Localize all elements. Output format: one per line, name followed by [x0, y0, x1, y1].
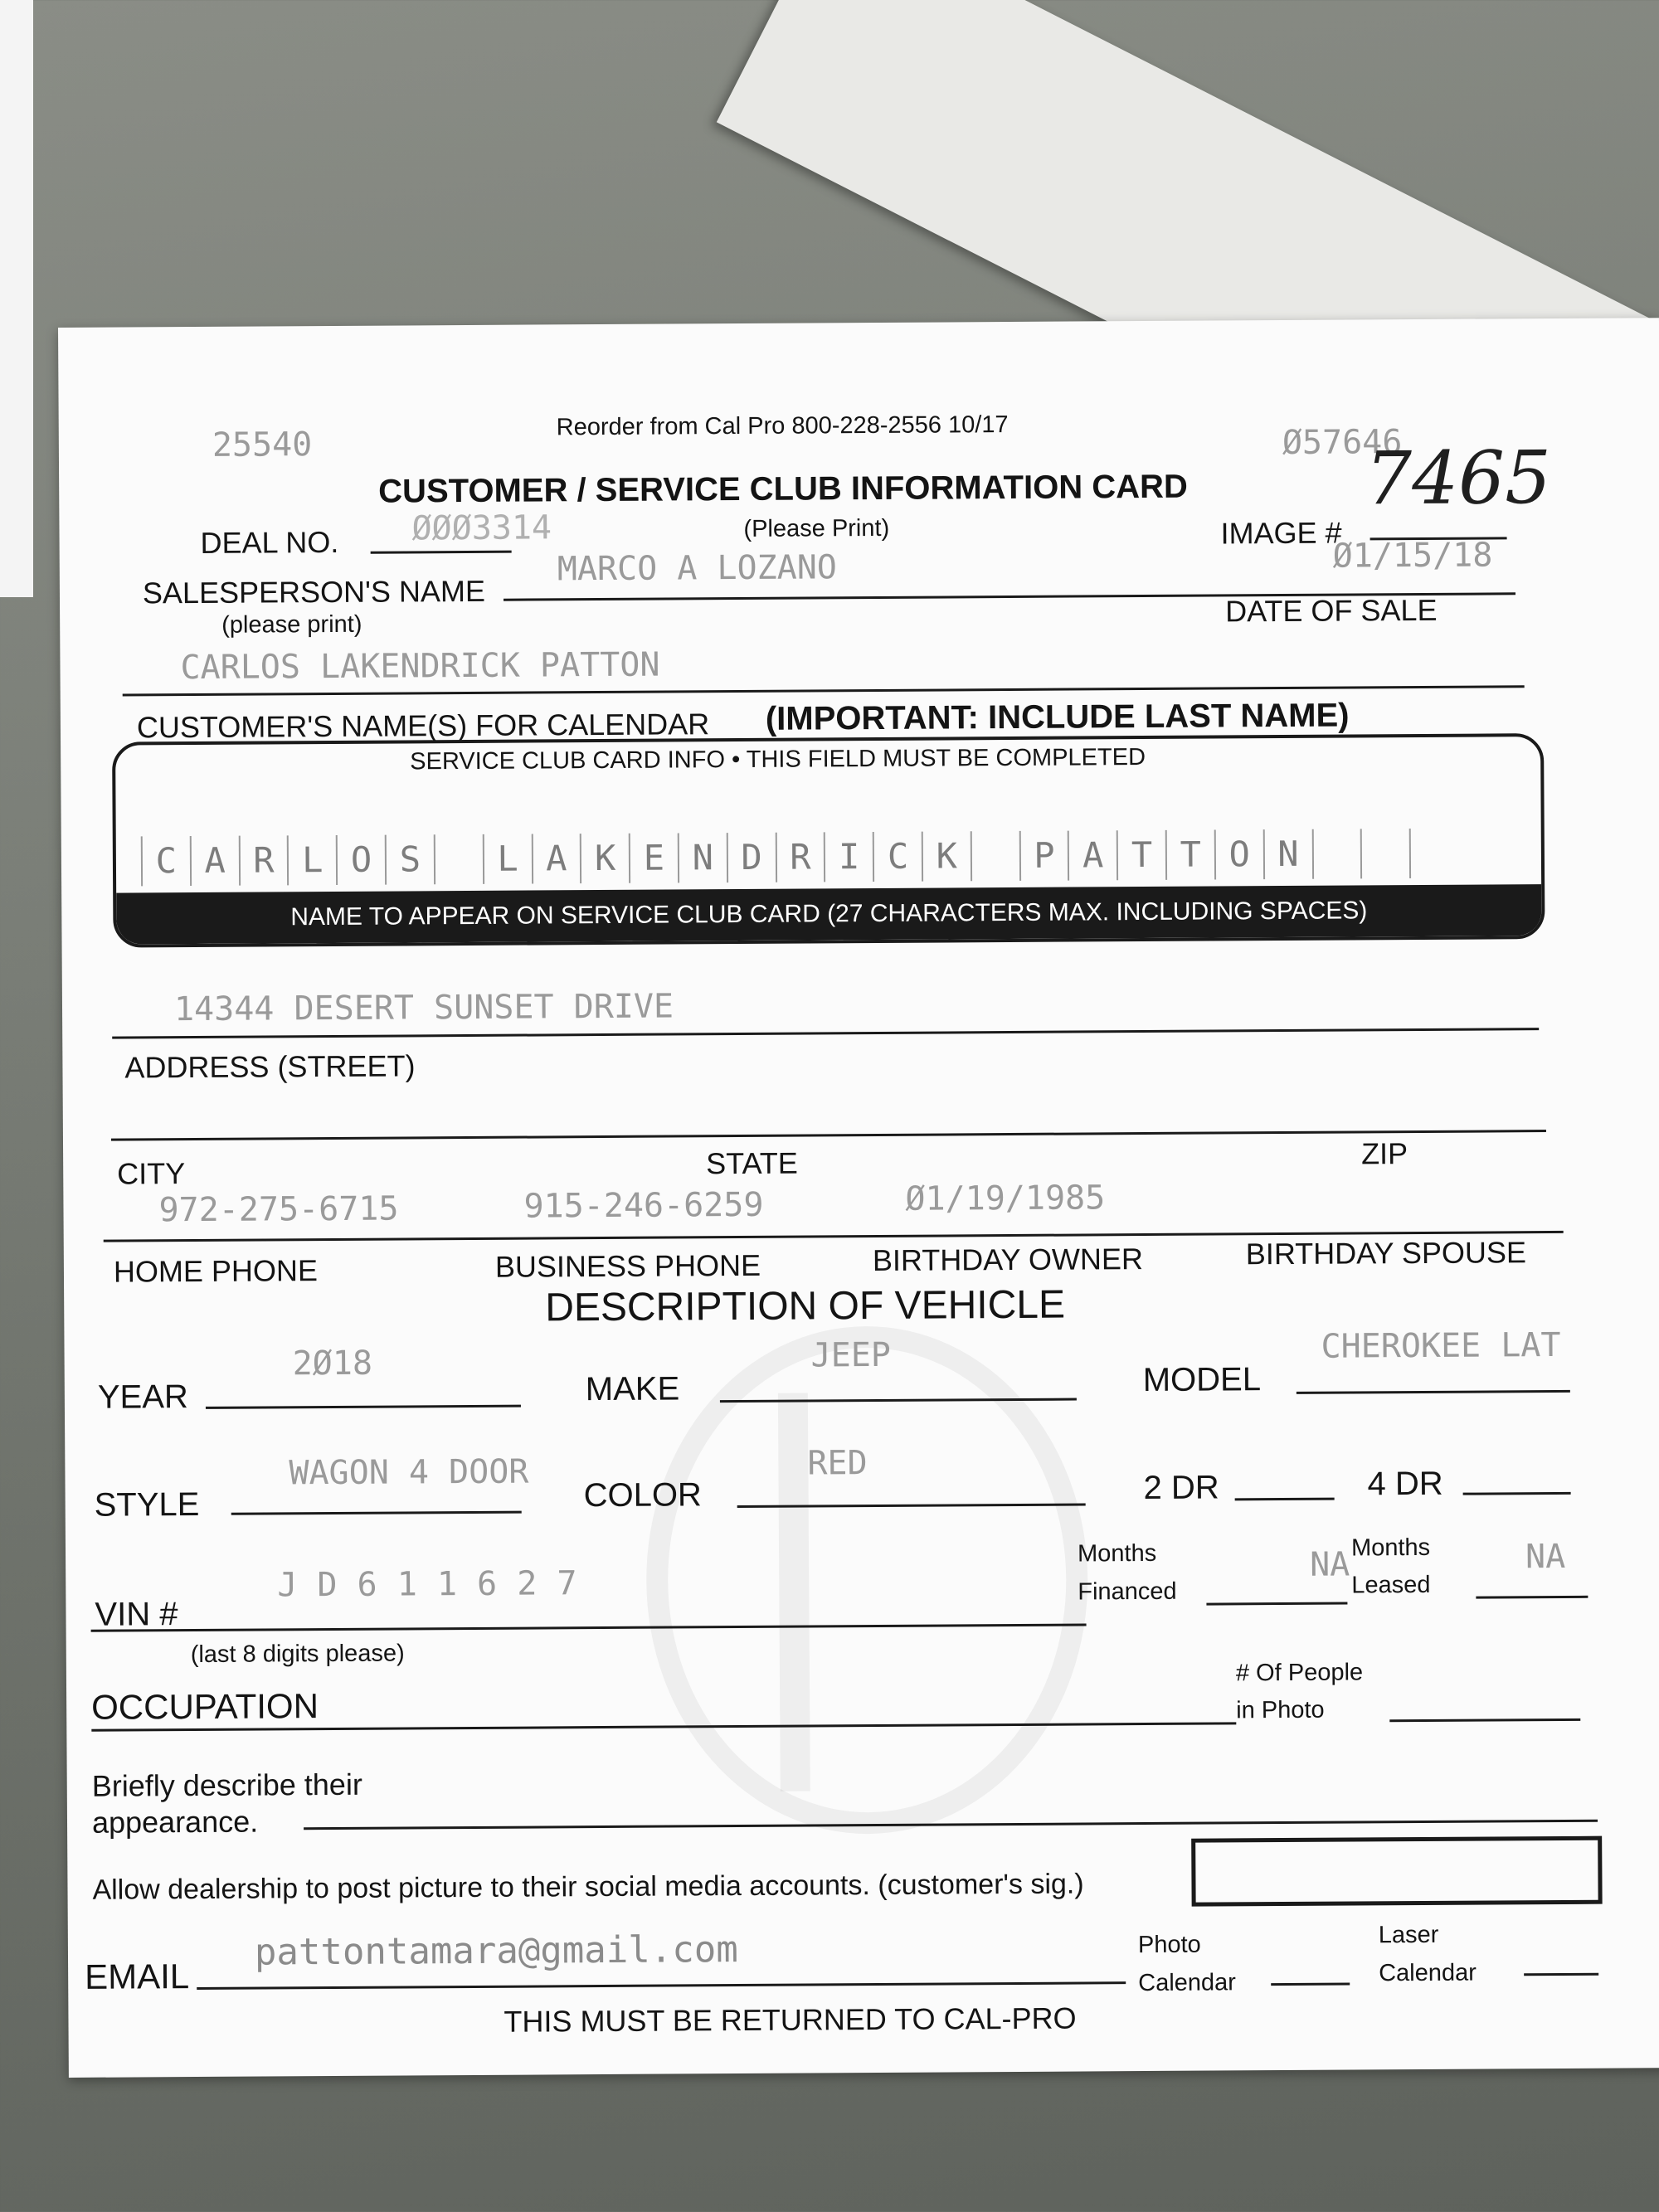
service-club-char-cell[interactable]: [1360, 829, 1409, 878]
months-financed-value[interactable]: NA: [1310, 1545, 1350, 1584]
four-door-label: 4 DR: [1367, 1465, 1443, 1503]
birthday-owner-value[interactable]: Ø1/19/1985: [905, 1179, 1106, 1218]
state-label: STATE: [706, 1145, 798, 1181]
model-line: [1297, 1390, 1570, 1394]
laser-calendar-label-1: Laser: [1378, 1921, 1439, 1949]
information-card: [58, 318, 1659, 2078]
make-value[interactable]: JEEP: [810, 1335, 892, 1375]
customer-names-label: CUSTOMER'S NAME(S) FOR CALENDAR: [136, 707, 710, 745]
home-phone-label: HOME PHONE: [113, 1253, 319, 1289]
customer-signature-box[interactable]: [1191, 1836, 1602, 1907]
service-club-char-cell[interactable]: K: [922, 831, 971, 881]
model-label: MODEL: [1142, 1361, 1262, 1399]
service-club-char-cell[interactable]: D: [726, 833, 775, 882]
image-no-label: IMAGE #: [1220, 515, 1342, 551]
service-club-char-cell[interactable]: [434, 834, 483, 884]
service-club-char-cell[interactable]: [1311, 829, 1360, 878]
business-phone-value[interactable]: 915-246-6259: [523, 1185, 764, 1226]
style-label: STYLE: [94, 1485, 200, 1524]
address-line: [112, 1028, 1539, 1039]
service-club-char-cell[interactable]: C: [873, 832, 922, 882]
service-club-char-cell[interactable]: R: [775, 832, 824, 882]
address-value[interactable]: 14344 DESERT SUNSET DRIVE: [173, 987, 674, 1029]
year-line: [206, 1405, 521, 1409]
service-club-char-cell[interactable]: T: [1117, 830, 1165, 880]
email-label: EMAIL: [85, 1957, 190, 1996]
laser-calendar-label-2: Calendar: [1379, 1959, 1477, 1987]
date-of-sale-label: DATE OF SALE: [1224, 592, 1438, 629]
vin-value[interactable]: J D 6 1 1 6 2 7: [277, 1564, 577, 1605]
service-club-char-cell[interactable]: L: [287, 835, 336, 885]
year-label: YEAR: [97, 1378, 188, 1416]
service-club-character-cells: [141, 829, 1458, 887]
service-club-char-cell[interactable]: A: [190, 836, 239, 886]
service-club-box: [112, 733, 1545, 948]
months-leased-value[interactable]: NA: [1525, 1537, 1566, 1577]
reorder-text: Reorder from Cal Pro 800-228-2556 10/17: [556, 411, 1009, 441]
service-club-char-cell[interactable]: C: [141, 836, 190, 886]
two-door-label: 2 DR: [1143, 1469, 1219, 1507]
months-leased-line: [1476, 1596, 1588, 1599]
service-club-char-cell[interactable]: O: [1214, 829, 1263, 879]
model-value[interactable]: CHEROKEE LAT: [1321, 1325, 1561, 1366]
customer-names-value[interactable]: CARLOS LAKENDRICK PATTON: [180, 645, 660, 688]
people-in-photo-label-1: # Of People: [1235, 1659, 1364, 1687]
four-door-line: [1463, 1492, 1571, 1495]
service-club-char-cell[interactable]: O: [336, 835, 385, 885]
email-line: [197, 1981, 1126, 1990]
handwritten-image-number: 7465: [1365, 435, 1552, 522]
calpro-watermark-bar: [778, 1393, 810, 1791]
social-media-label: Allow dealership to post picture to their social media accounts. (customer's sig.): [92, 1868, 1084, 1906]
photo-calendar-label-1: Photo: [1137, 1931, 1201, 1959]
people-in-photo-line: [1389, 1719, 1580, 1722]
color-value[interactable]: RED: [807, 1444, 868, 1483]
email-value[interactable]: pattontamara@gmail.com: [254, 1928, 738, 1974]
occupation-label: OCCUPATION: [91, 1686, 319, 1727]
service-club-char-cell[interactable]: S: [385, 834, 434, 884]
months-leased-label-2: Leased: [1351, 1571, 1431, 1599]
please-print-note: (Please Print): [743, 514, 890, 542]
appearance-label-2: appearance.: [91, 1804, 259, 1840]
card-title: CUSTOMER / SERVICE CLUB INFORMATION CARD: [378, 468, 1188, 510]
appearance-label-1: Briefly describe their: [91, 1767, 363, 1803]
top-left-number: 25540: [212, 425, 313, 464]
return-notice: THIS MUST BE RETURNED TO CAL-PRO: [504, 2001, 1077, 2039]
salesperson-label: SALESPERSON'S NAME: [142, 573, 486, 610]
months-financed-line: [1206, 1602, 1347, 1606]
deal-no-label: DEAL NO.: [200, 524, 339, 560]
vehicle-section-title: DESCRIPTION OF VEHICLE: [545, 1282, 1066, 1330]
background-page-edge: [0, 0, 33, 597]
birthday-owner-label: BIRTHDAY OWNER: [872, 1242, 1144, 1278]
deal-no-value[interactable]: ØØØ3314: [411, 508, 552, 548]
service-club-char-cell[interactable]: I: [824, 832, 873, 882]
service-club-char-cell[interactable]: N: [678, 833, 727, 882]
service-club-char-cell[interactable]: A: [1068, 830, 1117, 880]
vin-sublabel: (last 8 digits please): [190, 1640, 405, 1669]
two-door-line: [1235, 1498, 1335, 1501]
service-club-footer: NAME TO APPEAR ON SERVICE CLUB CARD (27 CHARACTERS MAX. INCLUDING SPACES): [116, 884, 1541, 944]
deal-no-line: [371, 551, 512, 554]
service-club-char-cell[interactable]: N: [1262, 829, 1311, 879]
business-phone-label: BUSINESS PHONE: [494, 1247, 761, 1284]
birthday-spouse-label: BIRTHDAY SPOUSE: [1245, 1235, 1527, 1271]
people-in-photo-label-2: in Photo: [1236, 1696, 1325, 1724]
service-club-char-cell[interactable]: A: [531, 834, 580, 883]
date-of-sale-value[interactable]: Ø1/15/18: [1332, 536, 1493, 576]
city-state-zip-line: [111, 1130, 1546, 1141]
top-right-number: Ø57646: [1282, 423, 1403, 462]
appearance-line: [304, 1820, 1598, 1830]
laser-calendar-line: [1524, 1973, 1598, 1976]
service-club-char-cell[interactable]: K: [580, 834, 629, 883]
salesperson-sublabel: (please print): [221, 610, 362, 639]
months-leased-label-1: Months: [1350, 1534, 1431, 1562]
service-club-char-cell[interactable]: T: [1165, 829, 1214, 879]
salesperson-value[interactable]: MARCO A LOZANO: [557, 548, 838, 589]
months-financed-label-1: Months: [1077, 1539, 1157, 1568]
service-club-char-cell[interactable]: [971, 831, 1019, 881]
address-label: ADDRESS (STREET): [124, 1048, 416, 1085]
service-club-header: SERVICE CLUB CARD INFO • THIS FIELD MUST BE COMPLETED: [410, 744, 1146, 775]
months-financed-label-2: Financed: [1078, 1578, 1177, 1606]
service-club-char-cell[interactable]: E: [629, 833, 678, 882]
vin-label: VIN #: [95, 1596, 178, 1633]
style-value[interactable]: WAGON 4 DOOR: [289, 1452, 529, 1493]
service-club-char-cell[interactable]: R: [238, 835, 287, 885]
home-phone-value[interactable]: 972-275-6715: [158, 1189, 399, 1230]
customer-names-line: [123, 685, 1525, 696]
city-label: CITY: [117, 1156, 186, 1191]
photo-calendar-line: [1271, 1983, 1350, 1986]
style-line: [231, 1511, 522, 1515]
make-label: MAKE: [585, 1370, 680, 1408]
customer-names-important: (IMPORTANT: INCLUDE LAST NAME): [765, 697, 1350, 737]
service-club-char-cell[interactable]: P: [1019, 831, 1068, 881]
color-label: COLOR: [583, 1476, 702, 1514]
photo-calendar-label-2: Calendar: [1138, 1969, 1237, 1997]
year-value[interactable]: 2Ø18: [292, 1344, 373, 1383]
service-club-char-cell[interactable]: [1409, 829, 1458, 878]
zip-label: ZIP: [1360, 1136, 1408, 1171]
service-club-char-cell[interactable]: L: [482, 834, 531, 884]
